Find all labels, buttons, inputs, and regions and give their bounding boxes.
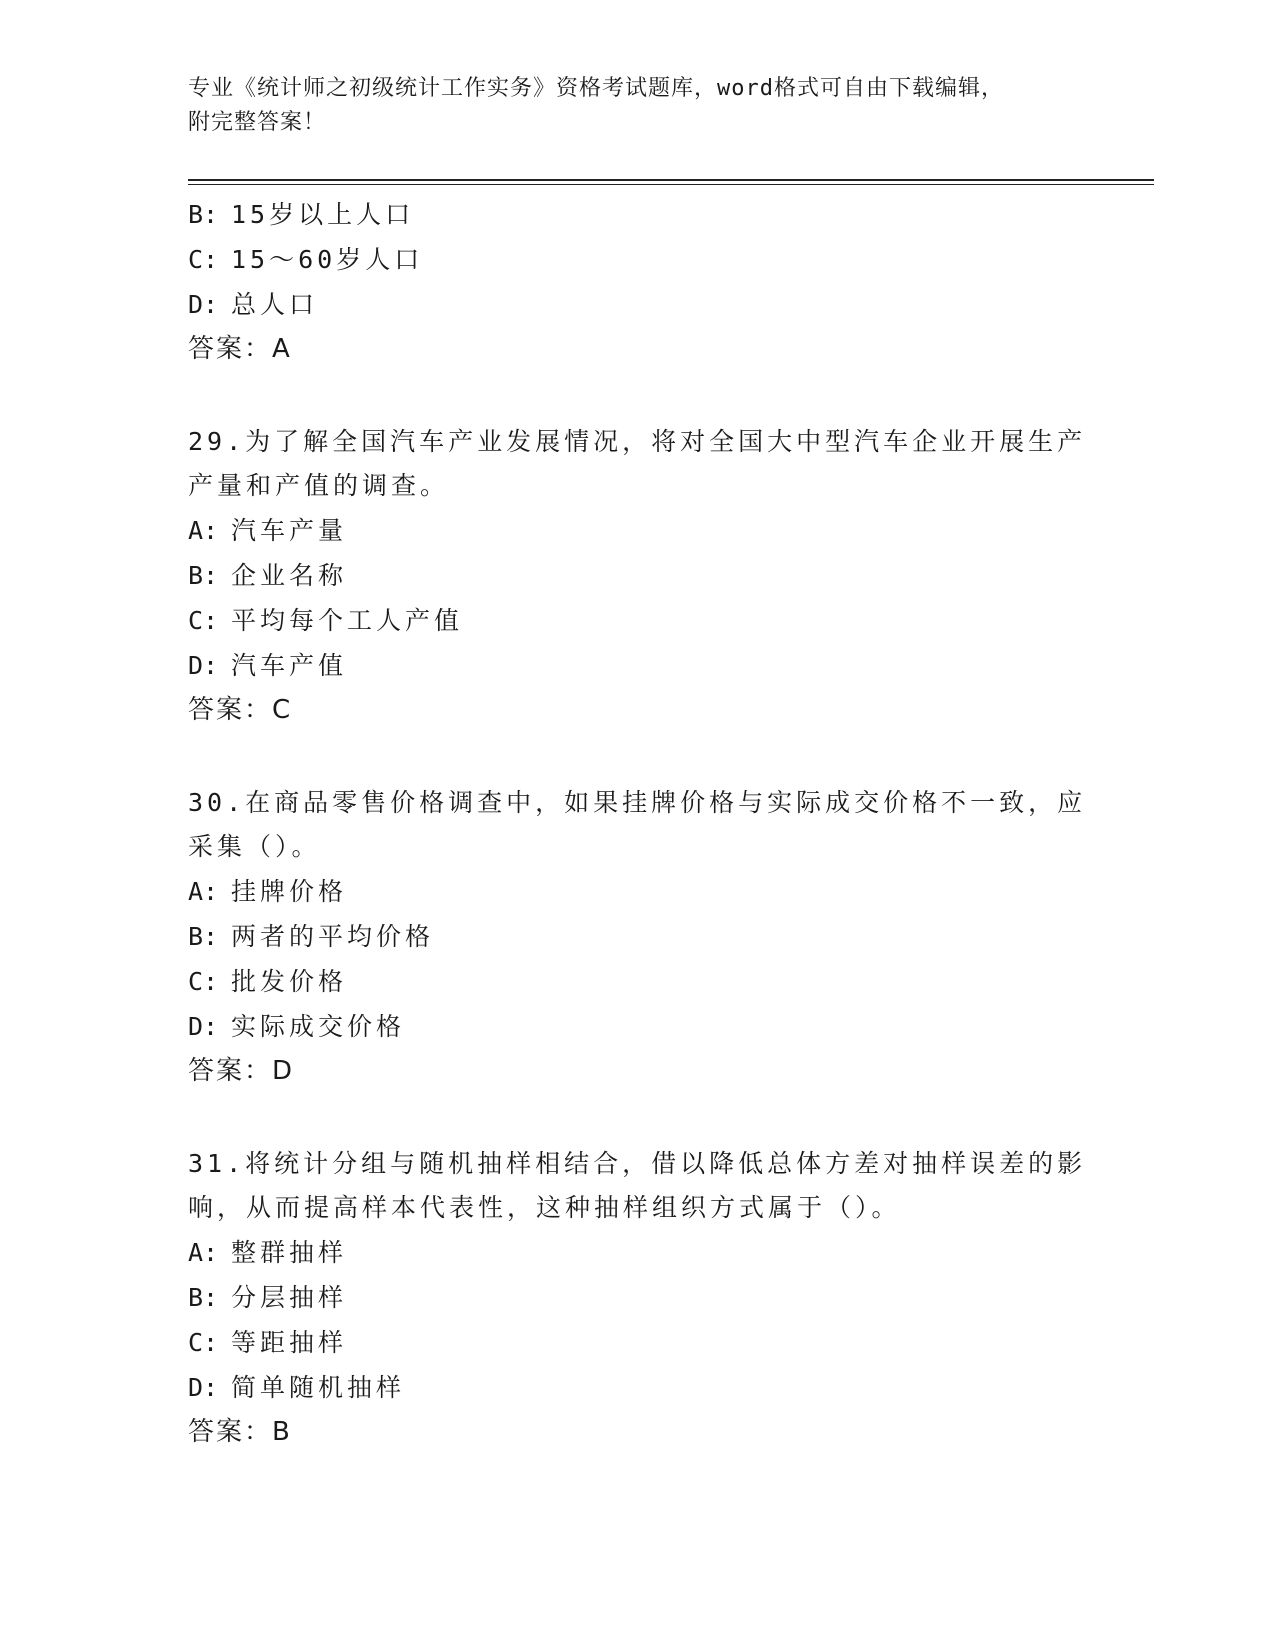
header-line-2: 附完整答案！ [188, 110, 327, 135]
question-list [188, 192, 1088, 1455]
option-c: C: 平均每个工人产值 [188, 606, 464, 635]
question-30 [188, 781, 1088, 1094]
question-28-tail [188, 192, 1088, 372]
option-b: B: 企业名称 [188, 561, 348, 590]
question-text-line-2: 响，从而提高样本代表性，这种抽样组织方式属于（）。 [188, 1193, 901, 1222]
answer: 答案：C [188, 695, 293, 725]
answer: 答案：A [188, 334, 292, 364]
option-c: C: 批发价格 [188, 967, 348, 996]
option-a: A: 整群抽样 [188, 1238, 348, 1267]
option-d: D: 简单随机抽样 [188, 1373, 406, 1402]
question-31 [188, 1142, 1088, 1455]
option-a: A: 汽车产量 [188, 516, 348, 545]
option-b: B: 15岁以上人口 [188, 200, 415, 229]
document-header [188, 72, 1068, 140]
option-c: C: 等距抽样 [188, 1328, 348, 1357]
answer: 答案：D [188, 1056, 295, 1086]
question-29 [188, 420, 1088, 733]
option-d: D: 实际成交价格 [188, 1012, 406, 1041]
option-b: B: 两者的平均价格 [188, 922, 435, 951]
question-text-line-1: 31.将统计分组与随机抽样相结合，借以降低总体方差对抽样误差的影 [188, 1149, 1087, 1178]
question-text-line-1: 29.为了解全国汽车产业发展情况，将对全国大中型汽车企业开展生产 [188, 427, 1087, 456]
question-text-line-2: 产量和产值的调查。 [188, 471, 450, 500]
question-text-line-2: 采集（）。 [188, 832, 321, 861]
option-c: C: 15～60岁人口 [188, 245, 424, 274]
header-divider-thick [188, 179, 1154, 181]
header-line-1: 专业《统计师之初级统计工作实务》资格考试题库，word格式可自由下载编辑， [188, 76, 1004, 101]
option-d: D: 汽车产值 [188, 651, 348, 680]
option-b: B: 分层抽样 [188, 1283, 348, 1312]
header-divider-thin [188, 184, 1154, 185]
option-d: D: 总人口 [188, 290, 319, 319]
answer: 答案：B [188, 1417, 292, 1447]
question-text-line-1: 30.在商品零售价格调查中，如果挂牌价格与实际成交价格不一致，应 [188, 788, 1087, 817]
option-a: A: 挂牌价格 [188, 877, 348, 906]
